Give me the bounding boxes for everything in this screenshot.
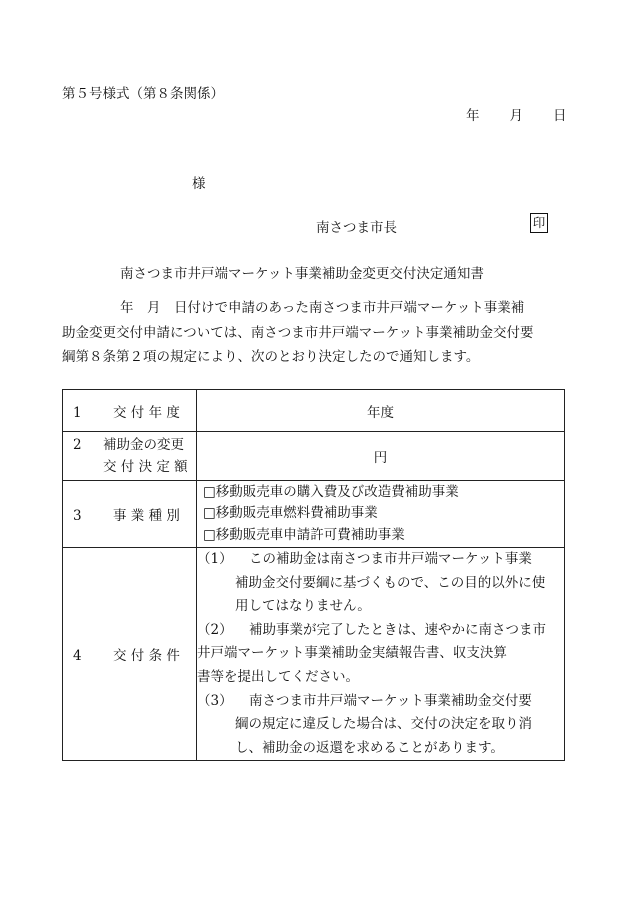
condition-line: この補助金は南さつま市井戸端マーケット事業 — [249, 551, 532, 567]
sender-name: 南さつま市長 — [316, 220, 397, 236]
grant-conditions — [197, 548, 565, 761]
form-number: 第５号様式（第８条関係） — [62, 86, 224, 102]
option-fuel-cost: □移動販売車燃料費補助事業 — [203, 505, 378, 522]
table-row — [63, 548, 565, 761]
row-label: 事 業 種 別 — [113, 508, 180, 524]
fiscal-year-value: 年度 — [197, 390, 565, 432]
business-type-options — [197, 481, 565, 548]
row-label-cell — [63, 481, 197, 548]
condition-line: 綱の規定に違反した場合は、交付の決定を取り消 — [235, 716, 532, 733]
option-permit-fee: □移動販売車申請許可費補助事業 — [203, 526, 405, 543]
body-line-2: 助金変更交付申請については、南さつま市井戸端マーケット事業補助金交付要 — [62, 324, 534, 341]
table-row — [63, 390, 565, 432]
date-day: 日 — [553, 108, 567, 124]
row-number: 2 — [73, 437, 82, 453]
date-month: 月 — [509, 108, 523, 124]
table-row — [63, 432, 565, 481]
addressee-honorific: 様 — [192, 176, 206, 192]
condition-number: （2） — [197, 621, 233, 638]
condition-line: 用してはなりません。 — [235, 598, 371, 615]
condition-item — [197, 619, 564, 690]
condition-line: 南さつま市井戸端マーケット事業補助金交付要 — [249, 692, 532, 709]
condition-line: 補助事業が完了したときは、速やかに南さつま市 — [249, 621, 546, 638]
row-label-cell — [63, 390, 197, 432]
row-label-line-1: 補助金の変更 — [103, 437, 184, 453]
condition-line: 井戸端マーケット事業補助金実績報告書、収支決算 — [197, 645, 507, 662]
document-title: 南さつま市井戸端マーケット事業補助金変更交付決定通知書 — [120, 266, 484, 282]
date-year: 年 — [466, 108, 480, 124]
body-line-3: 綱第８条第２項の規定により、次のとおり決定したので通知します。 — [62, 349, 480, 365]
table-row — [63, 481, 565, 548]
condition-item — [197, 690, 564, 761]
row-label-line-2: 交 付 決 定 額 — [103, 459, 188, 475]
row-number: 4 — [73, 648, 82, 665]
date-line — [466, 104, 567, 124]
condition-item — [197, 548, 564, 619]
body-line-1: 年 月 日付けで申請のあった南さつま市井戸端マーケット事業補 — [120, 300, 525, 316]
seal-mark: 印 — [530, 213, 548, 233]
row-label: 交 付 年 度 — [113, 404, 180, 421]
row-label: 交 付 条 件 — [113, 648, 180, 665]
grant-amount-value: 円 — [197, 432, 565, 481]
condition-line: 書等を提出してください。 — [197, 668, 359, 685]
condition-line: 補助金交付要綱に基づくもので、この目的以外に使 — [235, 574, 546, 591]
notice-body — [62, 296, 572, 370]
row-number: 1 — [73, 404, 82, 421]
row-label-cell — [63, 432, 197, 481]
row-number: 3 — [73, 508, 82, 524]
decision-table — [62, 389, 565, 761]
condition-line: し、補助金の返還を求めることがあります。 — [235, 739, 504, 756]
row-label-cell — [63, 548, 197, 761]
condition-number: （3） — [197, 692, 233, 709]
condition-number: （1） — [197, 551, 233, 567]
option-vehicle-purchase: □移動販売車の購入費及び改造費補助事業 — [203, 483, 459, 500]
